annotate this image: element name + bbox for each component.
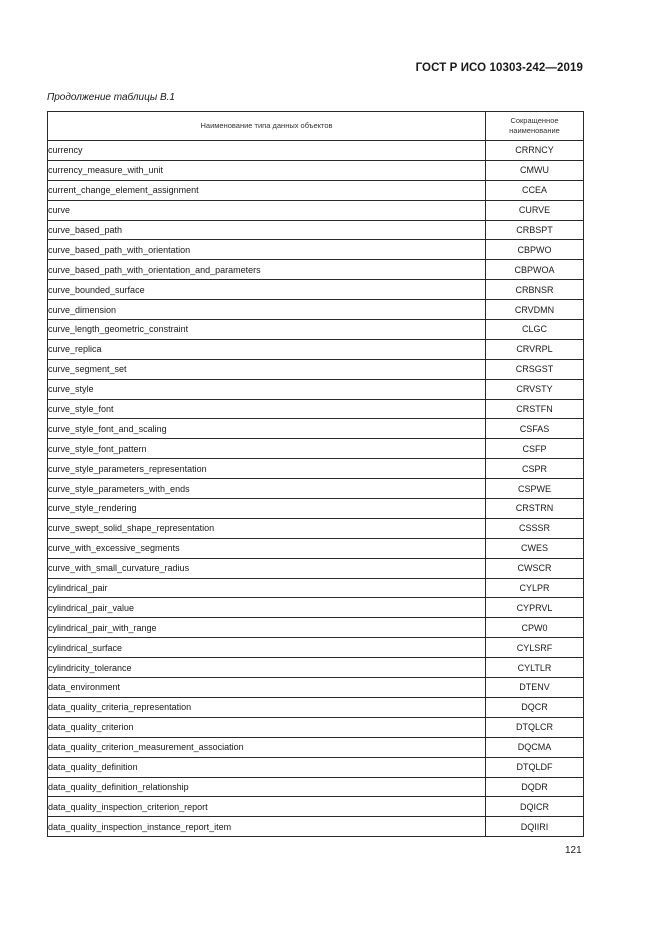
- entity-type-name: curve_dimension: [48, 300, 486, 320]
- entity-type-name: curve_swept_solid_shape_representation: [48, 518, 486, 538]
- table-row: [48, 797, 584, 817]
- entity-type-name: data_quality_definition_relationship: [48, 777, 486, 797]
- entity-type-name: curve_segment_set: [48, 359, 486, 379]
- entity-type-name: current_change_element_assignment: [48, 180, 486, 200]
- table-row: [48, 697, 584, 717]
- document-code: ГОСТ Р ИСО 10303-242—2019: [415, 62, 583, 74]
- entity-type-name: curve_replica: [48, 339, 486, 359]
- entity-type-name: data_quality_definition: [48, 757, 486, 777]
- table-row: [48, 439, 584, 459]
- entity-type-abbreviation: CPW0: [486, 618, 584, 638]
- table-row: [48, 578, 584, 598]
- table-row: [48, 459, 584, 479]
- entity-type-abbreviation: CRRNCY: [486, 141, 584, 161]
- entity-type-abbreviation: CSPWE: [486, 479, 584, 499]
- column-header-name: Наименование типа данных объектов: [48, 112, 486, 141]
- page-number: 121: [565, 845, 582, 856]
- entity-type-name: currency_measure_with_unit: [48, 160, 486, 180]
- entity-type-name: cylindrical_pair: [48, 578, 486, 598]
- entity-type-abbreviation: DTENV: [486, 678, 584, 698]
- table-row: [48, 558, 584, 578]
- entity-type-abbreviation: CSFAS: [486, 419, 584, 439]
- entity-type-abbreviation: CBPWOA: [486, 260, 584, 280]
- entity-type-abbreviation: CMWU: [486, 160, 584, 180]
- entity-type-abbreviation: CYLSRF: [486, 638, 584, 658]
- table-row: [48, 379, 584, 399]
- entity-type-abbreviation: CRBNSR: [486, 280, 584, 300]
- entity-type-abbreviation: CRVSTY: [486, 379, 584, 399]
- table-row: [48, 538, 584, 558]
- table-row: [48, 300, 584, 320]
- table-row: [48, 777, 584, 797]
- entity-type-abbreviation: CCEA: [486, 180, 584, 200]
- table-row: [48, 817, 584, 837]
- table-row: [48, 160, 584, 180]
- entity-type-name: curve_length_geometric_constraint: [48, 320, 486, 340]
- table-row: [48, 419, 584, 439]
- entity-type-abbreviation: CYPRVL: [486, 598, 584, 618]
- data-types-table: [47, 111, 584, 837]
- column-header-abbreviation-line2: наименование: [509, 126, 560, 135]
- table-row: [48, 141, 584, 161]
- entity-type-name: data_quality_inspection_instance_report_item: [48, 817, 486, 837]
- table-row: [48, 499, 584, 519]
- column-header-abbreviation: [486, 112, 584, 141]
- table-row: [48, 339, 584, 359]
- entity-type-abbreviation: DQCMA: [486, 737, 584, 757]
- table-row: [48, 200, 584, 220]
- entity-type-abbreviation: DQICR: [486, 797, 584, 817]
- entity-type-name: curve_style: [48, 379, 486, 399]
- entity-type-abbreviation: CSFP: [486, 439, 584, 459]
- table-row: [48, 757, 584, 777]
- entity-type-name: curve_style_font_pattern: [48, 439, 486, 459]
- entity-type-name: data_quality_criteria_representation: [48, 697, 486, 717]
- entity-type-name: curve_bounded_surface: [48, 280, 486, 300]
- entity-type-abbreviation: CSPR: [486, 459, 584, 479]
- table-row: [48, 260, 584, 280]
- entity-type-abbreviation: DQDR: [486, 777, 584, 797]
- entity-type-name: cylindrical_pair_value: [48, 598, 486, 618]
- entity-type-abbreviation: CWES: [486, 538, 584, 558]
- entity-type-name: data_environment: [48, 678, 486, 698]
- table-row: [48, 737, 584, 757]
- table-row: [48, 618, 584, 638]
- entity-type-abbreviation: CRSTRN: [486, 499, 584, 519]
- table-header-row: [48, 112, 584, 141]
- entity-type-name: cylindricity_tolerance: [48, 658, 486, 678]
- entity-type-abbreviation: DQIIRI: [486, 817, 584, 837]
- table-body: [48, 141, 584, 837]
- entity-type-abbreviation: CSSSR: [486, 518, 584, 538]
- entity-type-abbreviation: CRSTFN: [486, 399, 584, 419]
- entity-type-abbreviation: CRBSPT: [486, 220, 584, 240]
- table-row: [48, 180, 584, 200]
- entity-type-name: curve_based_path_with_orientation: [48, 240, 486, 260]
- entity-type-name: curve_style_font: [48, 399, 486, 419]
- table-row: [48, 598, 584, 618]
- table-caption: Продолжение таблицы В.1: [47, 92, 175, 103]
- entity-type-abbreviation: CURVE: [486, 200, 584, 220]
- entity-type-name: curve_style_rendering: [48, 499, 486, 519]
- entity-type-name: curve_style_font_and_scaling: [48, 419, 486, 439]
- table-row: [48, 518, 584, 538]
- table-row: [48, 320, 584, 340]
- entity-type-name: curve_style_parameters_representation: [48, 459, 486, 479]
- entity-type-abbreviation: CRSGST: [486, 359, 584, 379]
- entity-type-name: cylindrical_surface: [48, 638, 486, 658]
- table-row: [48, 638, 584, 658]
- entity-type-abbreviation: DTQLDF: [486, 757, 584, 777]
- entity-type-name: curve: [48, 200, 486, 220]
- entity-type-abbreviation: CLGC: [486, 320, 584, 340]
- entity-type-name: curve_with_excessive_segments: [48, 538, 486, 558]
- table-row: [48, 220, 584, 240]
- entity-type-abbreviation: CBPWO: [486, 240, 584, 260]
- entity-type-abbreviation: CWSCR: [486, 558, 584, 578]
- entity-type-name: data_quality_criterion_measurement_association: [48, 737, 486, 757]
- entity-type-name: data_quality_criterion: [48, 717, 486, 737]
- entity-type-name: curve_based_path: [48, 220, 486, 240]
- entity-type-name: curve_style_parameters_with_ends: [48, 479, 486, 499]
- entity-type-abbreviation: CYLPR: [486, 578, 584, 598]
- entity-type-abbreviation: CYLTLR: [486, 658, 584, 678]
- table-row: [48, 717, 584, 737]
- table-row: [48, 678, 584, 698]
- table-row: [48, 658, 584, 678]
- entity-type-name: currency: [48, 141, 486, 161]
- table-row: [48, 240, 584, 260]
- table-row: [48, 399, 584, 419]
- entity-type-abbreviation: CRVDMN: [486, 300, 584, 320]
- entity-type-name: data_quality_inspection_criterion_report: [48, 797, 486, 817]
- column-header-abbreviation-line1: Сокращенное: [510, 116, 559, 125]
- entity-type-abbreviation: CRVRPL: [486, 339, 584, 359]
- table-row: [48, 359, 584, 379]
- table-row: [48, 479, 584, 499]
- entity-type-name: curve_based_path_with_orientation_and_parameters: [48, 260, 486, 280]
- entity-type-abbreviation: DTQLCR: [486, 717, 584, 737]
- entity-type-name: curve_with_small_curvature_radius: [48, 558, 486, 578]
- entity-type-name: cylindrical_pair_with_range: [48, 618, 486, 638]
- entity-type-abbreviation: DQCR: [486, 697, 584, 717]
- table-row: [48, 280, 584, 300]
